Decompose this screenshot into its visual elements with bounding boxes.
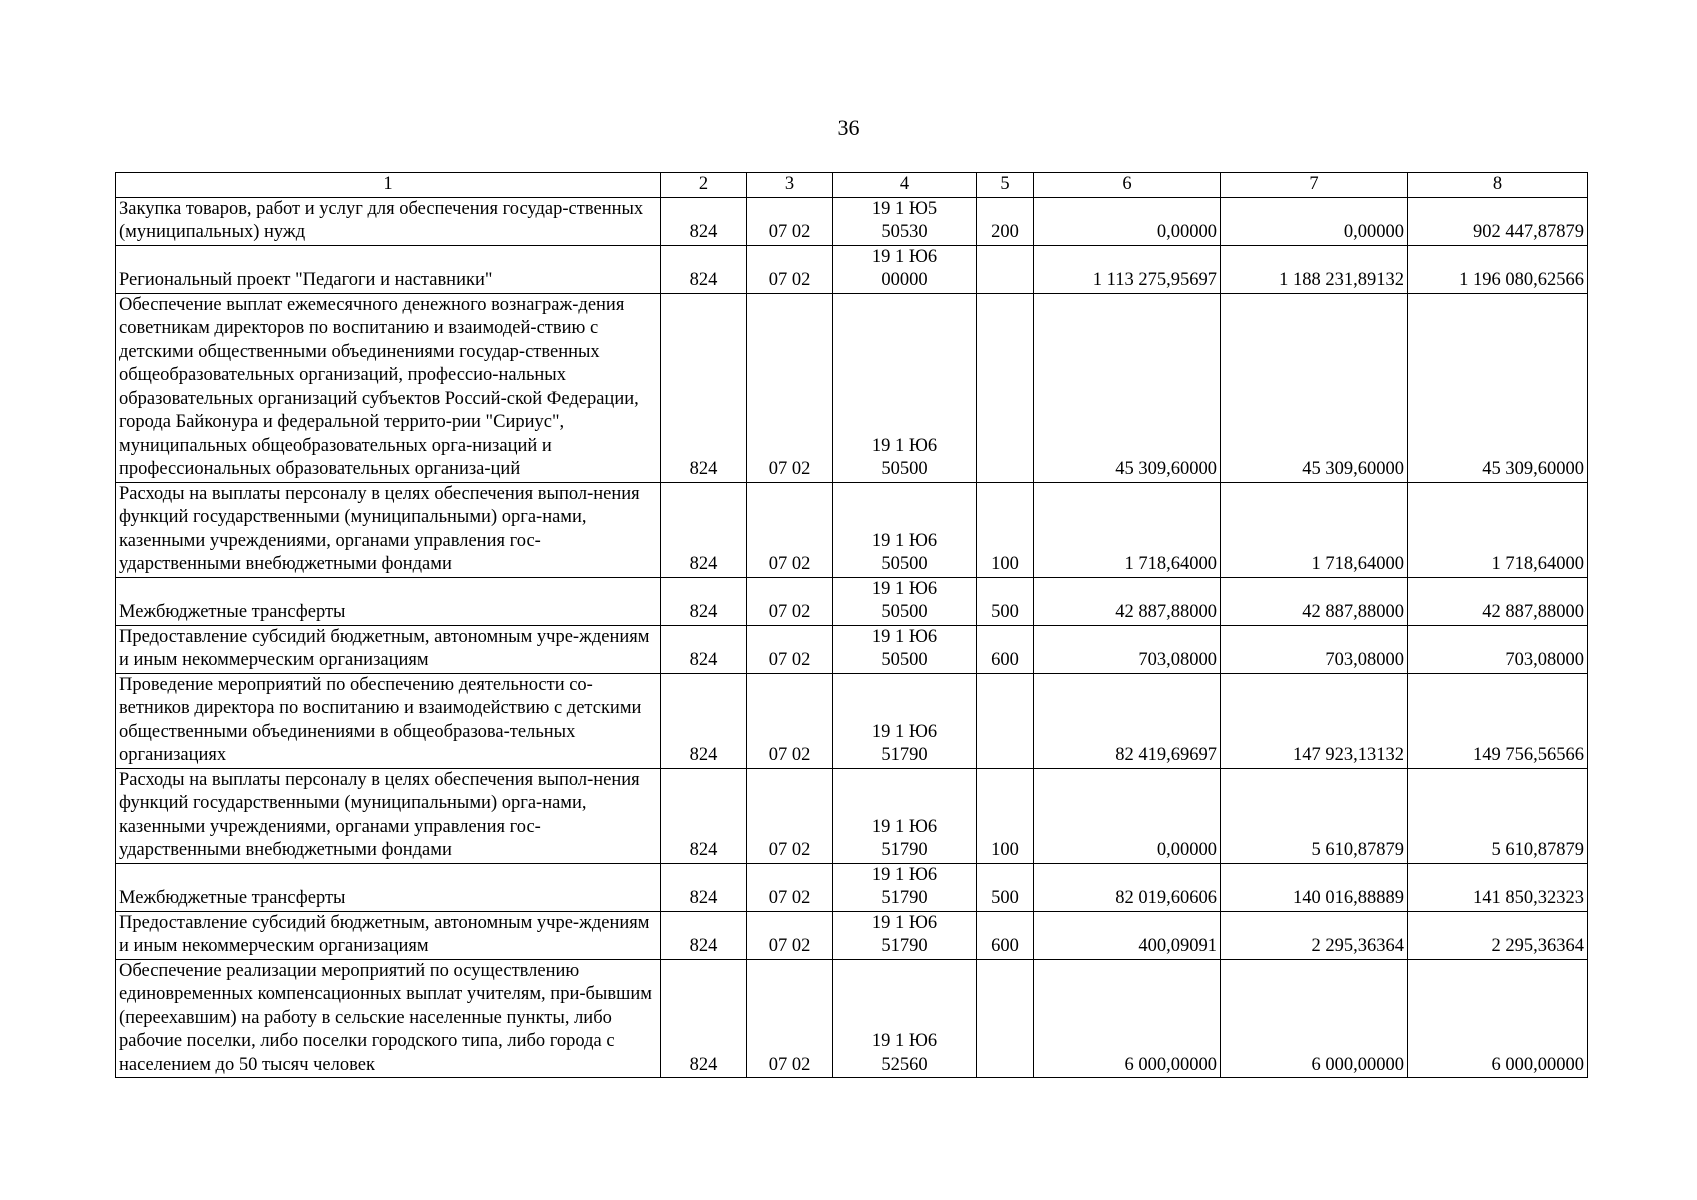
row-amount-2: 147 923,13132 <box>1221 673 1408 768</box>
target-code-part-2: 51790 <box>881 888 928 908</box>
target-code-part-2: 51790 <box>881 840 928 860</box>
table-row <box>116 768 1588 863</box>
row-amount-2: 42 887,88000 <box>1221 577 1408 625</box>
target-code-part-1: 19 1 Ю6 <box>871 578 938 599</box>
row-section: 07 02 <box>747 197 833 245</box>
row-amount-2: 1 188 231,89132 <box>1221 245 1408 293</box>
row-section: 07 02 <box>747 768 833 863</box>
target-code-part-1: 19 1 Ю6 <box>871 721 938 742</box>
row-ved: 824 <box>661 863 747 911</box>
table-row <box>116 673 1588 768</box>
row-section: 07 02 <box>747 911 833 959</box>
row-amount-3: 1 718,64000 <box>1408 482 1588 577</box>
row-expense-type <box>977 673 1034 768</box>
row-amount-1: 400,09091 <box>1034 911 1221 959</box>
table-body <box>116 197 1588 1078</box>
row-amount-3: 149 756,56566 <box>1408 673 1588 768</box>
row-amount-2: 140 016,88889 <box>1221 863 1408 911</box>
row-expense-type: 600 <box>977 625 1034 673</box>
row-ved: 824 <box>661 673 747 768</box>
row-name: Расходы на выплаты персоналу в целях обеспечения выпол-нения функций государственными (муниципальными) орга-нами, казенными учреждениями, органами управления гос-ударственными внебюджетными фондами <box>116 482 661 577</box>
row-expense-type: 200 <box>977 197 1034 245</box>
row-amount-3: 42 887,88000 <box>1408 577 1588 625</box>
target-code-part-2: 50500 <box>881 650 928 670</box>
row-target-code <box>833 911 977 959</box>
row-name: Расходы на выплаты персоналу в целях обеспечения выпол-нения функций государственными (муниципальными) орга-нами, казенными учреждениями, органами управления гос-ударственными внебюджетными фондами <box>116 768 661 863</box>
target-code-part-2: 51790 <box>881 936 928 956</box>
target-code-part-1: 19 1 Ю6 <box>871 864 938 885</box>
row-section: 07 02 <box>747 577 833 625</box>
row-amount-1: 82 019,60606 <box>1034 863 1221 911</box>
row-amount-1: 6 000,00000 <box>1034 959 1221 1078</box>
row-name: Закупка товаров, работ и услуг для обеспечения государ-ственных (муниципальных) нужд <box>116 197 661 245</box>
target-code-part-2: 50500 <box>881 602 928 622</box>
row-section: 07 02 <box>747 673 833 768</box>
row-amount-3: 2 295,36364 <box>1408 911 1588 959</box>
row-section: 07 02 <box>747 482 833 577</box>
target-code-part-2: 52560 <box>881 1054 928 1075</box>
row-section: 07 02 <box>747 625 833 673</box>
row-amount-2: 5 610,87879 <box>1221 768 1408 863</box>
target-code-part-2: 50500 <box>881 459 928 479</box>
table-row <box>116 577 1588 625</box>
row-section: 07 02 <box>747 293 833 482</box>
row-target-code <box>833 577 977 625</box>
target-code-part-1: 19 1 Ю6 <box>871 530 938 551</box>
row-amount-2: 6 000,00000 <box>1221 959 1408 1078</box>
page-number: 36 <box>837 115 860 140</box>
row-target-code <box>833 863 977 911</box>
header-col-8: 8 <box>1408 173 1588 198</box>
table-row <box>116 863 1588 911</box>
row-name: Региональный проект "Педагоги и наставники" <box>116 245 661 293</box>
row-expense-type: 500 <box>977 863 1034 911</box>
target-code-part-2: 50530 <box>881 222 928 242</box>
row-ved: 824 <box>661 768 747 863</box>
row-amount-3: 6 000,00000 <box>1408 959 1588 1078</box>
row-amount-1: 42 887,88000 <box>1034 577 1221 625</box>
header-col-6: 6 <box>1034 173 1221 198</box>
target-code-part-1: 19 1 Ю6 <box>871 435 938 456</box>
header-col-4: 4 <box>833 173 977 198</box>
budget-table <box>115 172 1588 1078</box>
row-expense-type: 600 <box>977 911 1034 959</box>
row-ved: 824 <box>661 482 747 577</box>
row-amount-1: 0,00000 <box>1034 768 1221 863</box>
header-col-7: 7 <box>1221 173 1408 198</box>
row-name: Предоставление субсидий бюджетным, автономным учре-ждениям и иным некоммерческим организациям <box>116 911 661 959</box>
row-amount-3: 45 309,60000 <box>1408 293 1588 482</box>
row-amount-1: 1 718,64000 <box>1034 482 1221 577</box>
row-ved: 824 <box>661 293 747 482</box>
row-ved: 824 <box>661 959 747 1078</box>
row-target-code <box>833 768 977 863</box>
header-col-1: 1 <box>116 173 661 198</box>
row-target-code <box>833 293 977 482</box>
row-amount-2: 1 718,64000 <box>1221 482 1408 577</box>
table-row <box>116 911 1588 959</box>
table-row <box>116 245 1588 293</box>
header-col-2: 2 <box>661 173 747 198</box>
row-amount-1: 45 309,60000 <box>1034 293 1221 482</box>
row-target-code <box>833 197 977 245</box>
row-section: 07 02 <box>747 245 833 293</box>
target-code-part-1: 19 1 Ю6 <box>871 912 938 933</box>
row-ved: 824 <box>661 245 747 293</box>
row-ved: 824 <box>661 911 747 959</box>
target-code-part-2: 00000 <box>881 270 928 290</box>
row-expense-type: 500 <box>977 577 1034 625</box>
row-amount-2: 2 295,36364 <box>1221 911 1408 959</box>
row-name: Межбюджетные трансферты <box>116 577 661 625</box>
table-row <box>116 293 1588 482</box>
row-section: 07 02 <box>747 863 833 911</box>
row-name: Обеспечение реализации мероприятий по осуществлению единовременных компенсационных выплат учителям, при-бывшим (переехавшим) на работу в сельские населенные пункты, либо рабочие поселки, либо поселки городского типа, либо города с населением до 50 тысяч человек <box>116 959 661 1078</box>
header-col-3: 3 <box>747 173 833 198</box>
row-name: Обеспечение выплат ежемесячного денежного вознаграж-дения советникам директоров по воспитанию и взаимодей-ствию с детскими общественными объединениями государ-ственных общеобразовательных организаций, профессио-нальных образовательных организаций субъектов Россий-ской Федерации, города Байконура и федеральной террито-рии "Сириус", муниципальных общеобразовательных орга-низаций и профессиональных образовательных организа-ций <box>116 293 661 482</box>
row-name: Межбюджетные трансферты <box>116 863 661 911</box>
row-ved: 824 <box>661 625 747 673</box>
row-section: 07 02 <box>747 959 833 1078</box>
table-row <box>116 197 1588 245</box>
row-target-code <box>833 245 977 293</box>
row-name: Проведение мероприятий по обеспечению деятельности со-ветников директора по воспитанию и взаимодействию с детскими общественными объединениями в общеобразова-тельных организациях <box>116 673 661 768</box>
row-target-code <box>833 673 977 768</box>
row-target-code <box>833 625 977 673</box>
row-amount-1: 703,08000 <box>1034 625 1221 673</box>
row-expense-type: 100 <box>977 482 1034 577</box>
row-target-code <box>833 482 977 577</box>
row-expense-type <box>977 959 1034 1078</box>
row-amount-1: 82 419,69697 <box>1034 673 1221 768</box>
table-row <box>116 625 1588 673</box>
header-col-5: 5 <box>977 173 1034 198</box>
target-code-part-2: 51790 <box>881 745 928 765</box>
row-amount-3: 902 447,87879 <box>1408 197 1588 245</box>
target-code-part-1: 19 1 Ю6 <box>871 626 938 647</box>
row-ved: 824 <box>661 577 747 625</box>
row-amount-3: 703,08000 <box>1408 625 1588 673</box>
row-expense-type: 100 <box>977 768 1034 863</box>
target-code-part-1: 19 1 Ю6 <box>871 816 938 837</box>
row-amount-2: 45 309,60000 <box>1221 293 1408 482</box>
target-code-part-1: 19 1 Ю6 <box>871 1031 938 1051</box>
row-amount-3: 1 196 080,62566 <box>1408 245 1588 293</box>
row-amount-1: 0,00000 <box>1034 197 1221 245</box>
target-code-part-1: 19 1 Ю5 <box>871 198 938 219</box>
row-amount-3: 5 610,87879 <box>1408 768 1588 863</box>
row-target-code <box>833 959 977 1078</box>
row-expense-type <box>977 293 1034 482</box>
header-row <box>116 173 1588 198</box>
row-amount-1: 1 113 275,95697 <box>1034 245 1221 293</box>
target-code-part-1: 19 1 Ю6 <box>871 246 938 267</box>
table-row <box>116 482 1588 577</box>
row-ved: 824 <box>661 197 747 245</box>
row-amount-2: 703,08000 <box>1221 625 1408 673</box>
row-amount-2: 0,00000 <box>1221 197 1408 245</box>
table-header <box>116 173 1588 198</box>
row-expense-type <box>977 245 1034 293</box>
table-row <box>116 959 1588 1078</box>
row-amount-3: 141 850,32323 <box>1408 863 1588 911</box>
row-name: Предоставление субсидий бюджетным, автономным учре-ждениям и иным некоммерческим организациям <box>116 625 661 673</box>
target-code-part-2: 50500 <box>881 554 928 574</box>
